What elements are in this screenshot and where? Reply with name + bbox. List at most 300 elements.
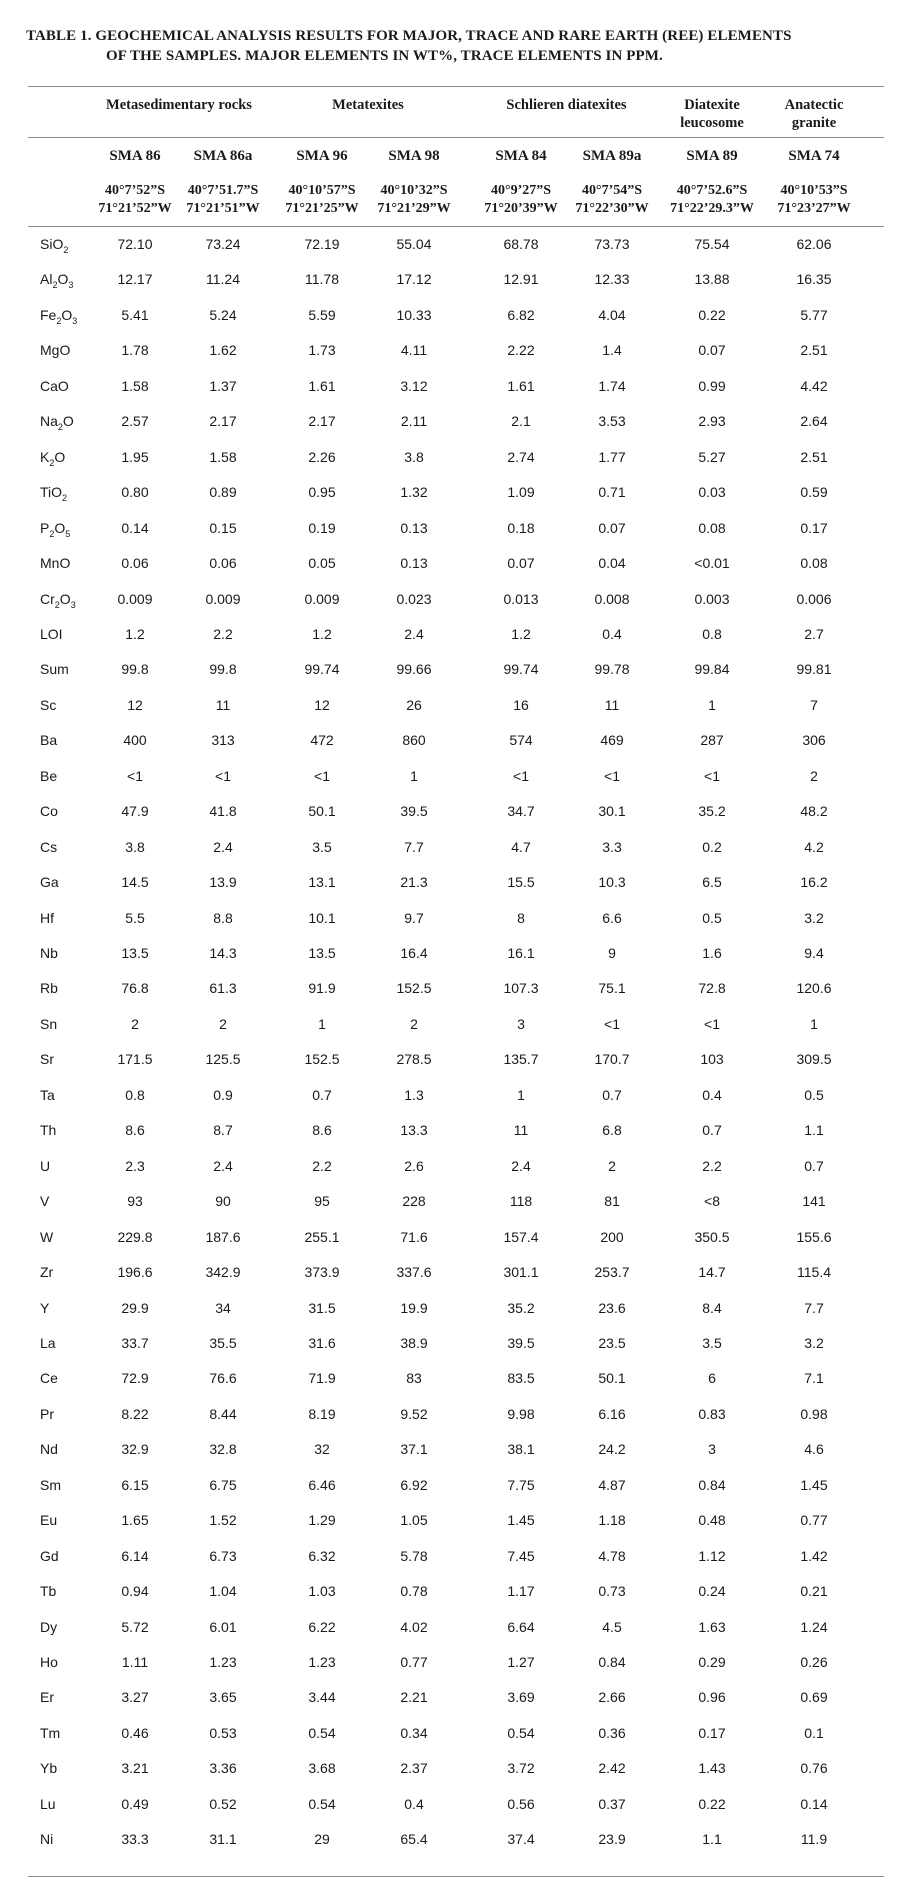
group-header-label: Metatexites [332,97,404,113]
table-cell: 0.37 [598,1795,626,1812]
table-cell: 47.9 [121,803,149,820]
table-cell: 0.03 [698,484,726,501]
table-cell: 2 [219,1015,227,1032]
table-cell: 3.69 [507,1689,535,1706]
sample-id: SMA 89 [686,148,738,164]
table-cell: 1.3 [404,1086,424,1103]
group-header-line: Anatectic [784,97,844,113]
table-cell: 4.2 [804,838,824,855]
table-cell: 6.16 [598,1405,626,1422]
table-cell: 6.92 [400,1476,428,1493]
table-cell: 373.9 [304,1264,340,1281]
table-cell: 2.51 [800,448,828,465]
table-cell: 6.8 [602,1122,622,1139]
table-cell: 37.4 [507,1831,535,1848]
sample-latitude: 40°10’32”S [380,183,448,198]
row-label: Eu [40,1512,58,1529]
sample-id: SMA 74 [788,148,840,164]
table-cell: 1 [318,1015,326,1032]
table-cell: 0.006 [796,590,832,607]
table-cell: 0.009 [117,590,153,607]
table-cell: 1.6 [702,945,722,961]
table-cell: 342.9 [205,1264,241,1281]
table-cell: 30.1 [598,803,626,820]
table-cell: 21.3 [400,874,428,891]
table-cell: 13.5 [308,945,336,961]
table-cell: 7.75 [507,1476,535,1493]
table-cell: 3.36 [209,1760,237,1777]
table-cell: 3.2 [804,1334,824,1351]
row-label: Er [40,1689,54,1706]
sample-latitude: 40°7’52.6”S [676,183,748,198]
table-cell: 55.04 [396,236,432,252]
table-cell: 2.57 [121,413,149,430]
table-cell: 2.74 [507,448,535,465]
sample-id: SMA 84 [495,148,547,164]
table-cell: 3.8 [125,838,145,855]
table-cell: 3.8 [404,448,424,465]
table-cell: 12 [314,696,330,713]
table-cell: 1.58 [209,448,237,465]
table-cell: 1.32 [400,484,428,501]
table-cell: 1.17 [507,1583,535,1600]
table-cell: 0.9 [213,1086,233,1103]
table-cell: 3.27 [121,1689,149,1706]
table-cell: 1.77 [598,448,626,465]
table-cell: 0.46 [121,1724,149,1741]
group-header [766,96,862,132]
table-cell: 9.4 [804,945,824,961]
table-cell: 6.5 [702,874,722,891]
table-cell: 9.7 [404,909,424,926]
table-cell: 73.24 [205,236,241,252]
table-cell: <1 [513,767,529,784]
table-cell: 309.5 [796,1051,832,1068]
group-header [473,96,660,114]
table-cell: 469 [600,732,624,749]
table-cell: 95 [314,1193,330,1210]
table-cell: 8.8 [213,909,233,926]
table-cell: 23.5 [598,1334,626,1351]
table-cell: 0.4 [702,1086,722,1103]
table-cell: 472 [310,732,334,749]
table-cell: 2 [608,1157,616,1174]
table-cell: 6.32 [308,1547,336,1564]
table-cell: 103 [700,1051,724,1068]
table-cell: 0.18 [507,519,535,536]
row-label: $Al_2O_3$ [40,271,74,291]
row-label: Sr [40,1051,54,1068]
table-cell: 99.81 [796,661,832,678]
table-cell: 6.46 [308,1476,336,1493]
group-header-line: Diatexite [684,97,740,113]
table-cell: 3.21 [121,1760,149,1777]
table-cell: 0.009 [304,590,340,607]
sample-latitude: 40°7’52”S [104,183,166,198]
table-cell: 2.11 [400,413,428,430]
table-cell: 15.5 [507,874,535,891]
row-label: $Fe_2O_3$ [40,306,78,326]
table-cell: 76.6 [209,1370,237,1387]
table-cell: 1 [410,767,418,784]
table-cell: 0.15 [209,519,237,536]
table-cell: <1 [127,767,143,784]
table-cell: 99.8 [121,661,149,678]
table-cell: 93 [127,1193,143,1210]
row-label: $Cr_2O_3$ [40,590,76,610]
table-cell: 0.36 [598,1724,626,1741]
table-cell: 13.88 [694,271,730,288]
table-cell: 14.7 [698,1264,726,1281]
table-cell: 2.4 [404,625,424,642]
table-cell: 12.91 [503,271,539,288]
table-cell: 0.53 [209,1724,237,1741]
row-label-subscript: 2 [57,422,63,433]
table-cell: 37.1 [400,1441,428,1458]
table-cell: 9 [608,945,616,961]
row-label: Ho [40,1654,58,1670]
table-cell: 2.26 [308,448,336,465]
table-cell: 0.98 [800,1405,828,1422]
table-cell: 2.37 [400,1760,428,1777]
table-cell: 83.5 [507,1370,535,1387]
table-cell: 2.66 [598,1689,626,1706]
table-cell: 35.2 [698,803,726,820]
table-cell: 0.21 [800,1583,828,1600]
table-cell: 0.95 [308,484,336,501]
group-rule [28,137,884,138]
row-label: Cs [40,838,58,855]
table-cell: 0.17 [698,1724,726,1741]
row-label: Tm [40,1724,61,1741]
table-cell: 33.7 [121,1334,149,1351]
bottom-rule [28,1876,884,1877]
sample-latitude: 40°9’27”S [490,183,552,198]
table-cell: 12.33 [594,271,630,288]
group-header [87,96,271,114]
table-cell: 0.71 [598,484,626,501]
table-cell: 12.17 [117,271,153,288]
table-cell: 16.35 [796,271,832,288]
table-cell: 2.42 [598,1760,626,1777]
table-cell: 2 [810,767,818,784]
sample-coordinates [762,182,866,218]
group-header-label: Schlieren diatexites [506,97,627,113]
table-cell: 26 [406,696,422,713]
table-cell: 16.2 [800,874,828,891]
table-cell: 16.4 [400,945,428,961]
table-cell: 0.22 [698,306,726,323]
table-cell: 306 [802,732,826,749]
table-cell: 1.11 [121,1654,149,1670]
table-cell: 1.27 [507,1654,535,1670]
table-cell: 13.1 [308,874,336,891]
table-cell: 278.5 [396,1051,432,1068]
table-cell: 0.7 [702,1122,722,1139]
table-cell: 72.8 [698,980,726,997]
table-cell: 0.008 [594,590,630,607]
table-cell: 5.72 [121,1618,149,1635]
group-header [664,96,760,132]
table-cell: <1 [604,767,620,784]
table-cell: 0.19 [308,519,336,536]
table-cell: 0.76 [800,1760,828,1777]
sample-latitude: 40°7’51.7”S [187,183,259,198]
table-cell: 0.24 [698,1583,726,1600]
table-cell: 4.6 [804,1441,824,1458]
table-cell: 1.78 [121,342,149,359]
row-label: Ta [40,1086,55,1103]
table-cell: 32.8 [209,1441,237,1458]
table-cell: 1.65 [121,1512,149,1529]
row-label: Co [40,803,58,820]
table-cell: 62.06 [796,236,832,252]
table-cell: 0.80 [121,484,149,501]
table-cell: 83 [406,1370,422,1387]
table-cell: 0.54 [308,1724,336,1741]
table-cell: 8.7 [213,1122,233,1139]
row-label-subscript: 3 [72,315,78,326]
table-cell: 229.8 [117,1228,153,1245]
table-cell: 1.23 [308,1654,336,1670]
row-label-subscript: 2 [63,244,69,255]
table-cell: 2 [131,1015,139,1032]
table-cell: 13.5 [121,945,149,961]
table-cell: 23.6 [598,1299,626,1316]
table-cell: 4.04 [598,306,626,323]
table-cell: 171.5 [117,1051,153,1068]
table-cell: 11 [604,696,620,713]
table-cell: 6.64 [507,1618,535,1635]
table-cell: 170.7 [594,1051,630,1068]
sample-coordinates [171,182,275,218]
table-cell: 400 [123,732,147,749]
table-cell: <1 [704,767,720,784]
table-cell: 1.4 [602,342,622,359]
sample-longitude: 71°22’29.3”W [670,201,754,216]
table-cell: <1 [604,1015,620,1032]
row-label-subscript: 2 [54,599,60,610]
table-cell: 0.69 [800,1689,828,1706]
sample-longitude: 71°21’52”W [98,201,172,216]
table-cell: 9.98 [507,1405,535,1422]
row-label: Dy [40,1618,58,1635]
table-cell: 0.78 [400,1583,428,1600]
table-cell: 39.5 [507,1334,535,1351]
table-cell: 7.7 [804,1299,824,1316]
sample-coordinates [660,182,764,218]
table-cell: 6.75 [209,1476,237,1493]
table-cell: 115.4 [797,1264,831,1281]
table-cell: 0.13 [400,555,428,572]
table-cell: 5.59 [308,306,336,323]
table-cell: 99.66 [396,661,432,678]
table-cell: 0.99 [698,377,726,394]
table-cell: 33.3 [121,1831,149,1848]
table-cell: 2.22 [507,342,535,359]
row-label: Tb [40,1583,57,1600]
table-cell: 1.05 [400,1512,428,1529]
row-label: Sm [40,1476,61,1493]
table-cell: 29.9 [121,1299,149,1316]
table-cell: 13.9 [209,874,237,891]
table-cell: 2.2 [312,1157,332,1174]
table-cell: 99.8 [209,661,237,678]
table-cell: 1.09 [507,484,535,501]
table-cell: 3.12 [400,377,428,394]
table-cell: 16 [513,696,529,713]
sample-latitude: 40°10’57”S [288,183,356,198]
table-cell: 13.3 [400,1122,428,1139]
table-cell: 2.2 [702,1157,722,1174]
table-cell: 1.45 [507,1512,535,1529]
table-cell: 16.1 [507,945,535,961]
table-cell: 120.6 [796,980,832,997]
row-label: Yb [40,1760,58,1777]
table-cell: 68.78 [503,236,539,252]
table-cell: 91.9 [308,980,336,997]
table-cell: 0.013 [503,590,539,607]
table-cell: 0.73 [598,1583,626,1600]
table-cell: 860 [402,732,426,749]
table-cell: 34.7 [507,803,535,820]
table-cell: 31.1 [209,1831,237,1848]
table-cell: 152.5 [396,980,432,997]
row-label: La [40,1334,56,1351]
row-label: Ba [40,732,58,749]
table-cell: 1.61 [308,377,336,394]
table-cell: 0.2 [702,838,722,855]
table-cell: 0.29 [698,1654,726,1670]
table-cell: 0.89 [209,484,237,501]
row-label: SiO$_2$ [40,236,69,255]
table-cell: 141 [802,1193,826,1210]
row-label: W [40,1228,54,1245]
group-header-label: Metasedimentary rocks [106,97,252,113]
table-cell: 3.44 [308,1689,336,1706]
table-cell: 3 [517,1015,525,1032]
table-cell: 24.2 [598,1441,626,1458]
table-cell: 200 [600,1228,624,1245]
row-label-subscript: 2 [49,528,55,539]
table-cell: 1.18 [598,1512,626,1529]
table-cell: 253.7 [594,1264,630,1281]
table-cell: 2.4 [511,1157,531,1174]
row-label: MgO [40,342,71,359]
sample-id: SMA 96 [296,148,348,164]
table-cell: 301.1 [503,1264,539,1281]
group-header-line: granite [791,115,837,131]
table-cell: 61.3 [209,980,237,997]
table-cell: 7.45 [507,1547,535,1564]
row-label: V [40,1193,50,1210]
table-cell: 6.6 [602,909,622,926]
row-label: TiO$_2$ [40,484,68,503]
table-cell: 1.42 [800,1547,828,1564]
table-cell: 8 [517,909,525,926]
row-label: Zr [40,1264,54,1281]
table-cell: 0.5 [804,1086,824,1103]
table-cell: 11 [513,1122,529,1139]
table-cell: 32 [314,1441,330,1458]
table-cell: 75.54 [694,236,730,252]
table-cell: 10.3 [598,874,626,891]
sample-coordinates [469,182,573,218]
row-label: Nd [40,1441,58,1458]
row-label: Y [40,1299,50,1316]
table-cell: 8.22 [121,1405,149,1422]
table-cell: 4.87 [598,1476,626,1493]
table-cell: 8.19 [308,1405,336,1422]
table-cell: 31.6 [308,1334,336,1351]
table-cell: 2.6 [404,1157,424,1174]
row-label-subscript: 2 [56,315,62,326]
table-cell: 228 [402,1193,426,1210]
table-cell: 1.03 [308,1583,336,1600]
sample-longitude: 71°20’39”W [484,201,558,216]
table-cell: 1.1 [702,1831,722,1848]
table-cell: 99.84 [694,661,730,678]
table-cell: 574 [509,732,533,749]
table-cell: 0.003 [694,590,730,607]
table-cell: 41.8 [209,803,237,820]
table-cell: 1.63 [698,1618,726,1635]
table-cell: 1.2 [125,625,145,642]
row-label-subscript: 2 [52,280,58,291]
table-cell: 5.5 [125,909,145,926]
table-cell: 99.78 [594,661,630,678]
table-cell: 287 [700,732,724,749]
row-label: $K_2O$ [40,448,66,468]
group-header-line: leucosome [680,115,744,131]
table-cell: 1 [517,1086,525,1103]
table-cell: 0.48 [698,1512,726,1529]
table-cell: 118 [509,1193,533,1210]
table-cell: 5.78 [400,1547,428,1564]
table-cell: 17.12 [396,271,432,288]
table-cell: 125.5 [205,1051,241,1068]
table-cell: 39.5 [400,803,428,820]
row-label: Ga [40,874,59,891]
top-rule [28,86,884,87]
table-cell: 4.02 [400,1618,428,1635]
table-cell: 1.45 [800,1476,828,1493]
table-cell: 65.4 [400,1831,428,1848]
row-label: Ni [40,1831,54,1848]
table-cell: 0.07 [698,342,726,359]
row-label: Th [40,1122,57,1139]
table-cell: 0.8 [702,625,722,642]
table-cell: 1.62 [209,342,237,359]
table-cell: 1.74 [598,377,626,394]
table-cell: 0.05 [308,555,336,572]
table-cell: 10.33 [396,306,432,323]
table-cell: 3.2 [804,909,824,926]
table-cell: 1.2 [511,625,531,642]
table-cell: 48.2 [800,803,828,820]
table-cell: 0.7 [312,1086,332,1103]
table-cell: 3.3 [602,838,622,855]
row-label: Sum [40,661,69,678]
table-cell: 0.08 [698,519,726,536]
caption-line-2: OF THE SAMPLES. MAJOR ELEMENTS IN WT%, TRACE ELEMENTS IN PPM. [106,48,663,64]
table-cell: 1 [708,696,716,713]
table-cell: 0.04 [598,555,626,572]
sample-longitude: 71°21’51”W [186,201,260,216]
row-label: $P_2O_5$ [40,519,71,539]
table-cell: 0.94 [121,1583,149,1600]
table-cell: 1.73 [308,342,336,359]
